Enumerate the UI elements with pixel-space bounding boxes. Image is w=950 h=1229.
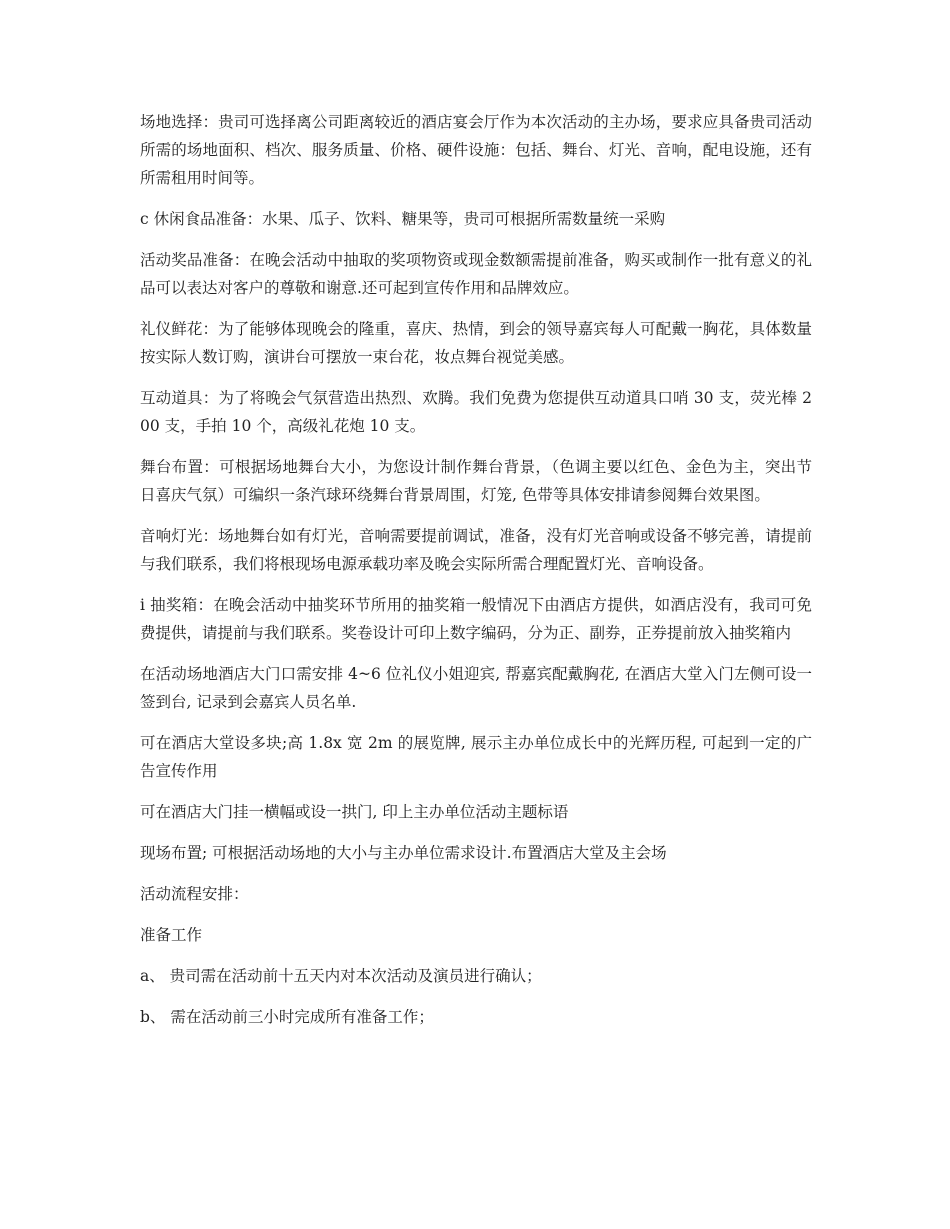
paragraph-venue-selection: 场地选择：贵司可选择离公司距离较近的酒店宴会厅作为本次活动的主办场，要求应具备贵司活动所需的场地面积、档次、服务质量、价格、硬件设施：包括、舞台、灯光、音响，配电设施，还有所需租用时间等。	[140, 113, 812, 187]
paragraph-flowers: 礼仪鲜花：为了能够体现晚会的隆重，喜庆、热情，到会的领导嘉宾每人可配戴一胸花，具体数量按实际人数订购，演讲台可摆放一束台花，妆点舞台视觉美感。	[140, 320, 812, 366]
paragraph-lottery-box: i 抽奖箱：在晚会活动中抽奖环节所用的抽奖箱一般情况下由酒店方提供，如酒店没有，我司可免费提供，请提前与我们联系。奖卷设计可印上数字编码，分为正、副券，正券提前放入抽奖箱内	[140, 596, 812, 642]
paragraph-schedule-heading: 活动流程安排：	[140, 885, 249, 903]
list-item-a: a、 贵司需在活动前十五天内对本次活动及演员进行确认；	[140, 967, 542, 985]
paragraph-snacks: c 休闲食品准备：水果、瓜子、饮料、糖果等，贵司可根据所需数量统一采购	[140, 210, 666, 228]
document-body	[140, 108, 812, 1044]
paragraph-stage: 舞台布置：可根据场地舞台大小，为您设计制作舞台背景，（色调主要以红色、金色为主，突出节日喜庆气氛）可编织一条汽球环绕舞台背景周围，灯笼, 色带等具体安排请参阅舞台效果图。	[140, 458, 812, 504]
list-item-b: b、 需在活动前三小时完成所有准备工作；	[140, 1008, 434, 1026]
paragraph-preparation-heading: 准备工作	[140, 926, 203, 944]
paragraph-site-layout: 现场布置; 可根据活动场地的大小与主办单位需求设计.布置酒店大堂及主会场	[140, 844, 667, 862]
paragraph-audio-lighting: 音响灯光：场地舞台如有灯光，音响需要提前调试，准备，没有灯光音响或设备不够完善，请提前与我们联系，我们将根现场电源承载功率及晚会实际所需合理配置灯光、音响设备。	[140, 527, 812, 573]
paragraph-reception: 在活动场地酒店大门口需安排 4~6 位礼仪小姐迎宾, 帮嘉宾配戴胸花, 在酒店大堂入门左侧可设一签到台, 记录到会嘉宾人员名单.	[140, 665, 812, 711]
paragraph-display-boards: 可在酒店大堂设多块;高 1.8x 宽 2m 的展览牌, 展示主办单位成长中的光辉历程, 可起到一定的广告宣传作用	[140, 734, 812, 780]
paragraph-props: 互动道具：为了将晚会气氛营造出热烈、欢腾。我们免费为您提供互动道具口哨 30 支，荧光棒 200 支，手拍 10 个，高级礼花炮 10 支。	[140, 389, 812, 435]
paragraph-prizes: 活动奖品准备：在晚会活动中抽取的奖项物资或现金数额需提前准备，购买或制作一批有意义的礼品可以表达对客户的尊敬和谢意.还可起到宣传作用和品牌效应。	[140, 251, 812, 297]
paragraph-banner: 可在酒店大门挂一横幅或设一拱门, 印上主办单位活动主题标语	[140, 803, 569, 821]
